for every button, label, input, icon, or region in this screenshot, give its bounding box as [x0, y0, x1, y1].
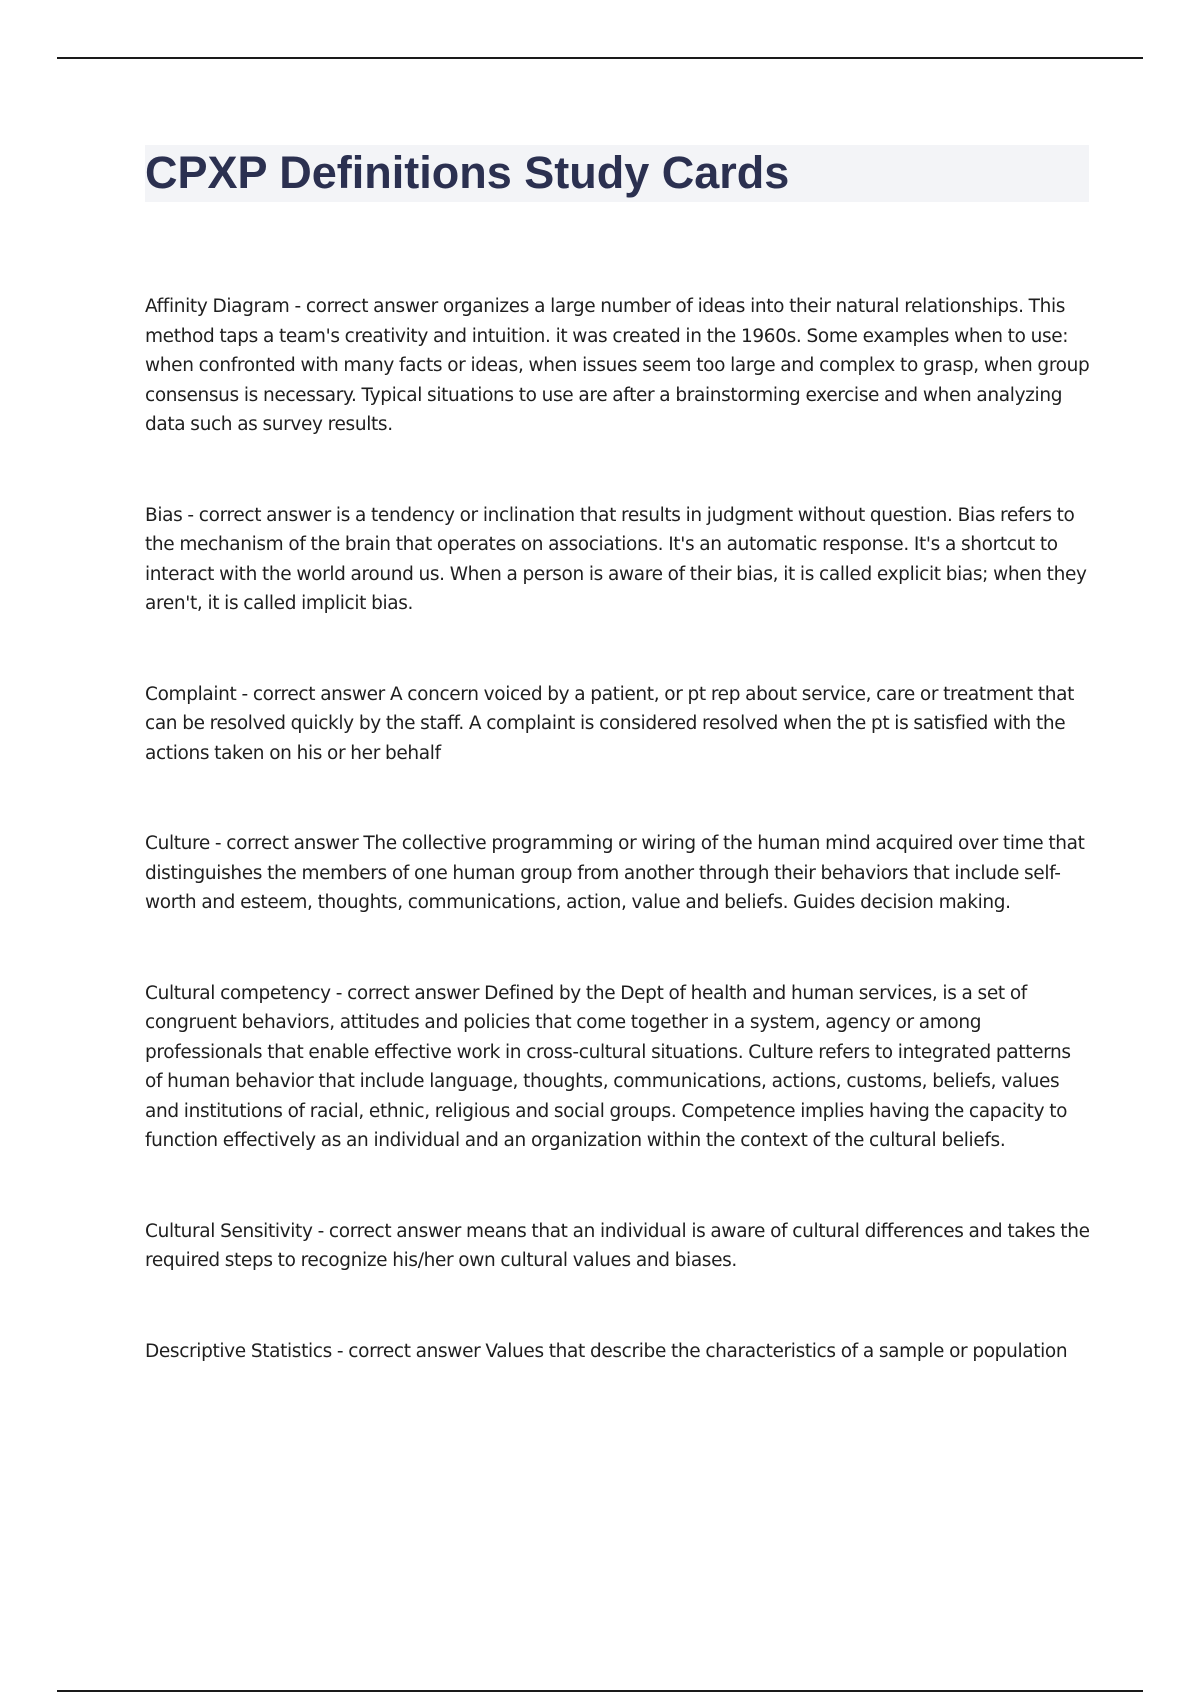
definition-list — [145, 292, 1091, 1427]
definition-descriptive-statistics: Descriptive Statistics - correct answer Values that describe the characteristics of a sample or population — [145, 1340, 1068, 1362]
definition-bias: Bias - correct answer is a tendency or inclination that results in judgment without question. Bias refers to the mechanism of the brain that operates on associations. It's an automatic response. It's a shortcut to interact with the world around us. When a person is aware of their bias, it is called explicit bias; when they aren't, it is called implicit bias. — [145, 504, 1087, 614]
definition-affinity-diagram: Affinity Diagram - correct answer organizes a large number of ideas into their natural relationships. This method taps a team's creativity and intuition. it was created in the 1960s. Some examples when to use: when confronted with many facts or ideas, when issues seem too large and complex to grasp, when group consensus is necessary. Typical situations to use are after a brainstorming exercise and when analyzing data such as survey results. — [145, 296, 1090, 435]
definition-cultural-competency: Cultural competency - correct answer Defined by the Dept of health and human services, is a set of congruent behaviors, attitudes and policies that come together in a system, agency or among professionals that enable effective work in cross-cultural situations. Culture refers to integrated patterns of human behavior that include language, thoughts, communications, actions, customs, beliefs, values and institutions of racial, ethnic, religious and social groups. Competence implies having the capacity to function effectively as an individual and an organization within the context of the cultural beliefs. — [145, 982, 1071, 1151]
definition-cultural-sensitivity: Cultural Sensitivity - correct answer means that an individual is aware of cultural differences and takes the required steps to recognize his/her own cultural values and biases. — [145, 1220, 1090, 1271]
definition-culture: Culture - correct answer The collective programming or wiring of the human mind acquired over time that distinguishes the members of one human group from another through their behaviors that include self-worth and esteem, thoughts, communications, action, value and beliefs. Guides decision making. — [145, 833, 1085, 913]
bottom-divider — [57, 1690, 1143, 1692]
definition-complaint: Complaint - correct answer A concern voiced by a patient, or pt rep about service, care or treatment that can be resolved quickly by the staff. A complaint is considered resolved when the pt is satisfied with the actions taken on his or her behalf — [145, 683, 1075, 764]
page-title: CPXP Definitions Study Cards — [145, 147, 790, 198]
top-divider — [57, 57, 1143, 59]
